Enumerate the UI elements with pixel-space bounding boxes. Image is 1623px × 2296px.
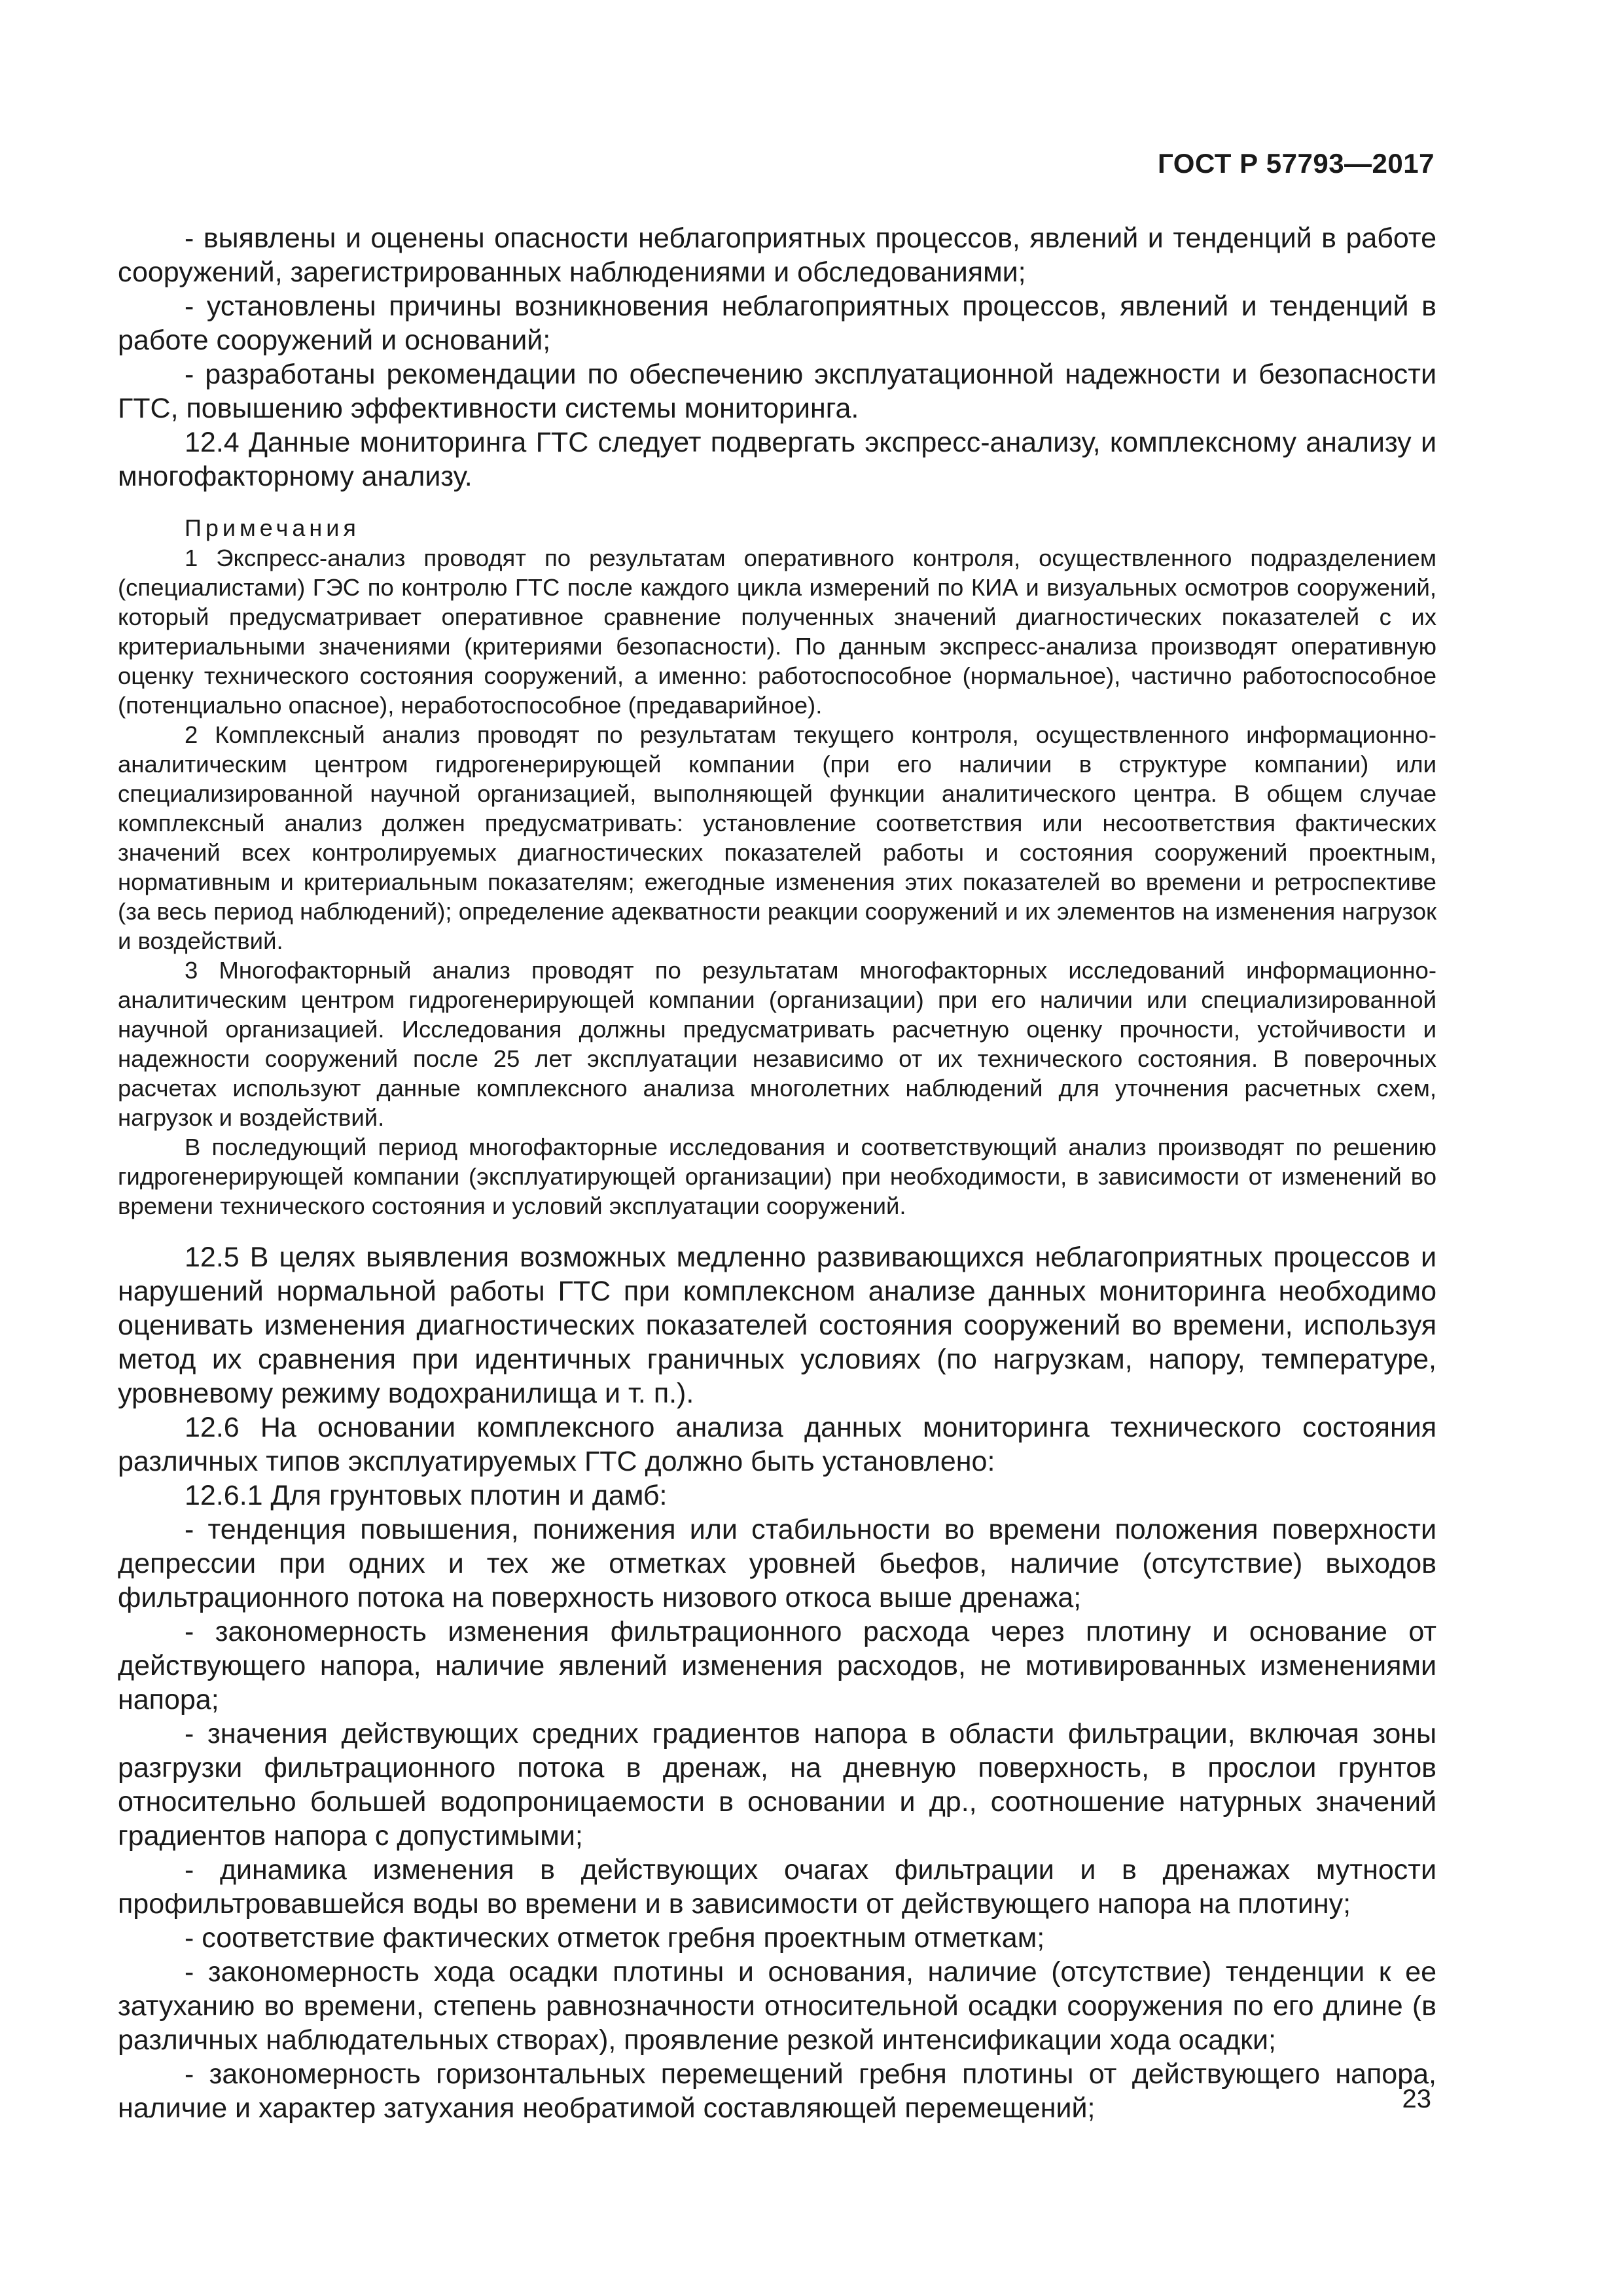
paragraph: 12.6 На основании комплексного анализа данных мониторинга технического состояния различных типов эксплуатируемых ГТС должно быть установлено: bbox=[118, 1412, 1436, 1477]
list-item: - закономерность изменения фильтрационного расхода через плотину и основание от действующего напора, наличие явлений изменения расходов, не мотивированных изменениями напора; bbox=[118, 1616, 1436, 1715]
list-item: - соответствие фактических отметок гребня проектным отметкам; bbox=[185, 1922, 1045, 1954]
notes-title: Примечания bbox=[185, 514, 360, 541]
paragraph: 12.5 В целях выявления возможных медленно развивающихся неблагоприятных процессов и нарушений нормальной работы ГТС при комплексном анализе данных мониторинга необходимо оценивать изменения диагностических показателей состояния сооружений во времени, используя метод их сравнения при идентичных граничных условиях (по нагрузкам, напору, температуре, уровневому режиму водохранилища и т. п.). bbox=[118, 1242, 1436, 1409]
document-header-id: ГОСТ Р 57793—2017 bbox=[1158, 148, 1435, 179]
note-item: В последующий период многофакторные исследования и соответствующий анализ производят по решению гидрогенерирующей компании (эксплуатирующей организации) при необходимости, в зависимости от изменений во времени технического состояния и условий эксплуатации сооружений. bbox=[118, 1134, 1436, 1219]
paragraph: 12.4 Данные мониторинга ГТС следует подвергать экспресс-анализу, комплексному анализу и многофакторному анализу. bbox=[118, 427, 1436, 492]
paragraph: 12.6.1 Для грунтовых плотин и дамб: bbox=[185, 1480, 668, 1511]
notes-section bbox=[118, 513, 1436, 1221]
paragraph: - выявлены и оценены опасности неблагоприятных процессов, явлений и тенденций в работе сооружений, зарегистрированных наблюдениями и обследованиями; bbox=[118, 223, 1436, 288]
note-item: 1 Экспресс-анализ проводят по результатам оперативного контроля, осуществленного подразделением (специалистами) ГЭС по контролю ГТС после каждого цикла измерений по КИА и визуальных осмотров сооружений, который предусматривает оперативное сравнение полученных значений диагностических показателей с их критериальными значениями (критериями безопасности). По данным экспресс-анализа производят оперативную оценку технического состояния сооружений, а именно: работоспособное (нормальное), частично работоспособное (потенциально опасное), неработоспособное (предаварийное). bbox=[118, 545, 1436, 719]
list-item: - закономерность горизонтальных перемещений гребня плотины от действующего напора, наличие и характер затухания необратимой составляющей перемещений; bbox=[118, 2058, 1436, 2124]
paragraph: - разработаны рекомендации по обеспечению эксплуатационной надежности и безопасности ГТС, повышению эффективности системы мониторинга. bbox=[118, 359, 1436, 424]
document-body bbox=[118, 221, 1436, 2125]
note-item: 3 Многофакторный анализ проводят по результатам многофакторных исследований информационно-аналитическим центром гидрогенерирующей компании (организации) при его наличии или специализированной научной организацией. Исследования должны предусматривать расчетную оценку прочности, устойчивости и надежности сооружений после 25 лет эксплуатации независимо от их технического состояния. В поверочных расчетах используют данные комплексного анализа многолетних наблюдений для уточнения расчетных схем, нагрузок и воздействий. bbox=[118, 957, 1436, 1131]
note-item: 2 Комплексный анализ проводят по результатам текущего контроля, осуществленного информационно-аналитическим центром гидрогенерирующей компании (при его наличии в структуре компании) или специализированной научной организацией, выполняющей функции аналитического центра. В общем случае комплексный анализ должен предусматривать: установление соответствия или несоответствия фактических значений всех контролируемых диагностических показателей работы и состояния сооружений проектным, нормативным и критериальным показателям; ежегодные изменения этих показателей во времени и ретроспективе (за весь период наблюдений); определение адекватности реакции сооружений и их элементов на изменения нагрузок и воздействий. bbox=[118, 721, 1436, 954]
paragraph: - установлены причины возникновения неблагоприятных процессов, явлений и тенденций в работе сооружений и оснований; bbox=[118, 291, 1436, 356]
list-item: - значения действующих средних градиентов напора в области фильтрации, включая зоны разгрузки фильтрационного потока в дренаж, на дневную поверхность, в прослои грунтов относительно большей водопроницаемости в основании и др., соотношение натурных значений градиентов напора с допустимыми; bbox=[118, 1718, 1436, 1852]
page-number: 23 bbox=[1402, 2085, 1431, 2113]
list-item: - тенденция повышения, понижения или стабильности во времени положения поверхности депрессии при одних и тех же отметках уровней бьефов, наличие (отсутствие) выходов фильтрационного потока на поверхность низового откоса выше дренажа; bbox=[118, 1514, 1436, 1613]
list-item: - динамика изменения в действующих очагах фильтрации и в дренажах мутности профильтровавшейся воды во времени и в зависимости от действующего напора на плотину; bbox=[118, 1854, 1436, 1920]
list-item: - закономерность хода осадки плотины и основания, наличие (отсутствие) тенденции к ее затуханию во времени, степень равнозначности относительной осадки сооружения по его длине (в различных наблюдательных створах), проявление резкой интенсификации хода осадки; bbox=[118, 1956, 1436, 2056]
